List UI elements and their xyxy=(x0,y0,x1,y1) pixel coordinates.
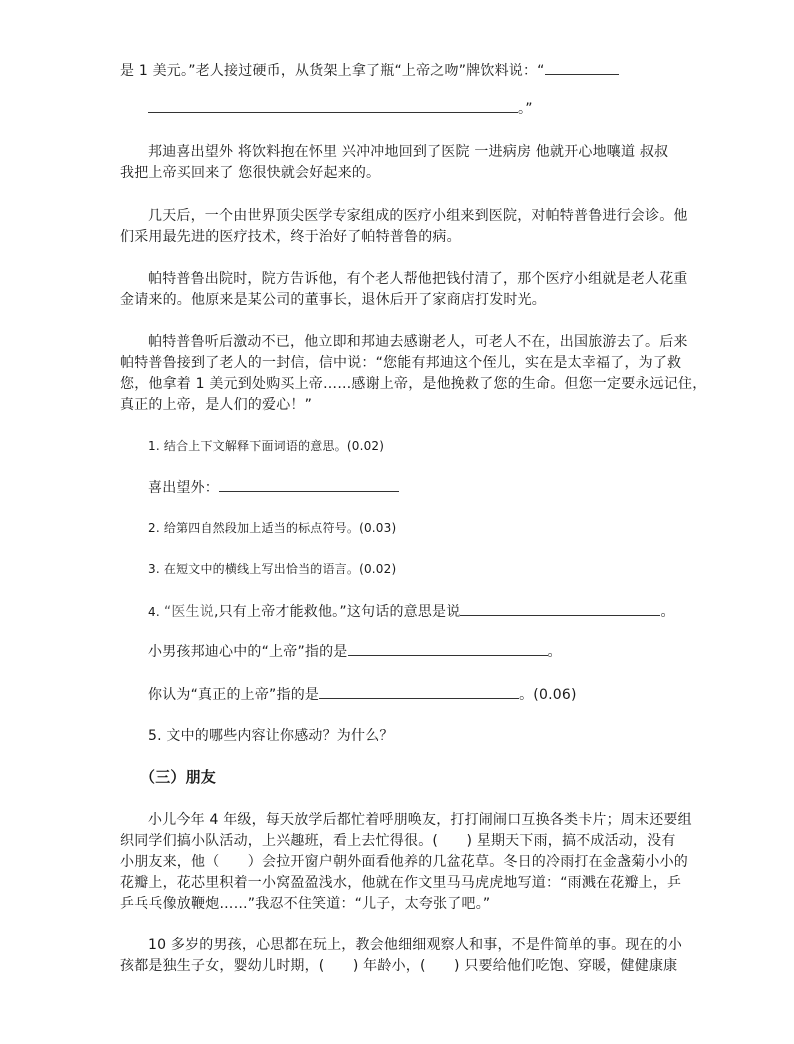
question-5: 5. 文中的哪些内容让你感动？为什么？ xyxy=(148,728,394,744)
paragraph-line: 几天后，一个由世界顶尖医学专家组成的医疗小组来到医院，对帕特普鲁进行会诊。他 xyxy=(148,208,688,224)
question-3: 3. 在短文中的横线上写出恰当的语言。(0.02) xyxy=(148,562,397,576)
answer-blank[interactable] xyxy=(148,100,518,113)
paragraph-line: 帕特普鲁听后激动不已，他立即和邦迪去感谢老人，可老人不在，出国旅游去了。后来 xyxy=(148,334,688,350)
paragraph-line: 邦迪喜出望外 将饮料抱在怀里 兴冲冲地回到了医院 一进病房 他就开心地嚷道 叔叔 xyxy=(148,144,669,160)
answer-blank[interactable] xyxy=(319,686,519,699)
question-4-god xyxy=(148,643,562,661)
paragraph-line: 您，他拿着 1 美元到处购买上帝……感谢上帝，是他挽救了您的生命。但您一定要永远记住， xyxy=(120,376,707,392)
paragraph-line: 金请来的。他原来是某公司的董事长，退休后开了家商店打发时光。 xyxy=(120,292,546,308)
answer-blank[interactable] xyxy=(219,479,399,492)
question-1: 1. 结合上下文解释下面词语的意思。(0.02) xyxy=(148,439,385,453)
answer-blank[interactable] xyxy=(348,643,548,656)
vocab-word: 喜出望外： xyxy=(148,480,219,496)
passage-text: 是 1 美元。”老人接过硬币，从货架上拿了瓶“上帝之吻”牌饮料说：“ xyxy=(120,63,545,79)
paragraph-line: 帕特普鲁接到了老人的一封信，信中说：“您能有邦迪这个侄儿，实在是太幸福了，为了救 xyxy=(120,355,682,371)
paragraph-line: 织同学们搞小队活动，上兴趣班，看上去忙得很。( ) 星期天下雨，搞不成活动，没有 xyxy=(120,833,676,849)
paragraph-line: 乒乓乓像放鞭炮……”我忍不住笑道：“儿子，太夸张了吧。” xyxy=(120,896,491,912)
question-number: 4. xyxy=(148,605,164,619)
question-text: 小男孩邦迪心中的“上帝”指的是 xyxy=(148,644,348,660)
paragraph-line: 真正的上帝，是人们的爱心！” xyxy=(120,397,313,413)
paragraph-line: 我把上帝买回来了 您很快就会好起来的。 xyxy=(120,165,381,181)
question-4-true-god xyxy=(148,686,577,704)
quote-open: “医生说 xyxy=(163,604,214,620)
paragraph-line: 10 多岁的男孩，心思都在玩上，教会他细细观察人和事，不是件简单的事。现在的小 xyxy=(148,937,683,953)
paragraph-line: 花瓣上，花芯里积着一小窝盈盈浅水，他就在作文里马马虎虎地写道：“雨溅在花瓣上，乒 xyxy=(120,875,682,891)
question-2: 2. 给第四自然段加上适当的标点符号。(0.03) xyxy=(148,521,397,535)
question-end: 。 xyxy=(547,644,562,660)
question-text: ,只有上帝才能救他。”这句话的意思是说 xyxy=(213,604,461,620)
paragraph-line: 帕特普鲁出院时，院方告诉他，有个老人帮他把钱付清了，那个医疗小组就是老人花重 xyxy=(148,271,688,287)
paragraph-line: 们采用最先进的医疗技术，终于治好了帕特普鲁的病。 xyxy=(120,229,461,245)
paragraph-line: 小朋友来，他（ ）会拉开窗户朝外面看他养的几盆花草。冬日的冷雨打在金盏菊小小的 xyxy=(120,854,688,870)
paragraph-line: 孩都是独生子女，婴幼儿时期，( ) 年龄小，( ) 只要给他们吃饱、穿暖，健健康康 xyxy=(120,958,678,974)
question-4 xyxy=(148,603,675,621)
section-heading: （三）朋友 xyxy=(140,768,217,786)
paragraph-line: 小儿今年 4 年级，每天放学后都忙着呼朋唤友，打打闹闹口互换各类卡片；周末还要组 xyxy=(148,812,692,828)
passage-line xyxy=(148,100,533,118)
passage-line xyxy=(120,62,619,80)
question-end: 。 xyxy=(660,604,675,620)
passage-text: 。” xyxy=(518,101,533,117)
question-1-answer xyxy=(148,479,399,497)
question-text: 你认为“真正的上帝”指的是 xyxy=(148,687,320,703)
question-end: 。(0.06) xyxy=(519,687,577,703)
answer-blank[interactable] xyxy=(545,62,619,75)
answer-blank[interactable] xyxy=(460,603,660,616)
